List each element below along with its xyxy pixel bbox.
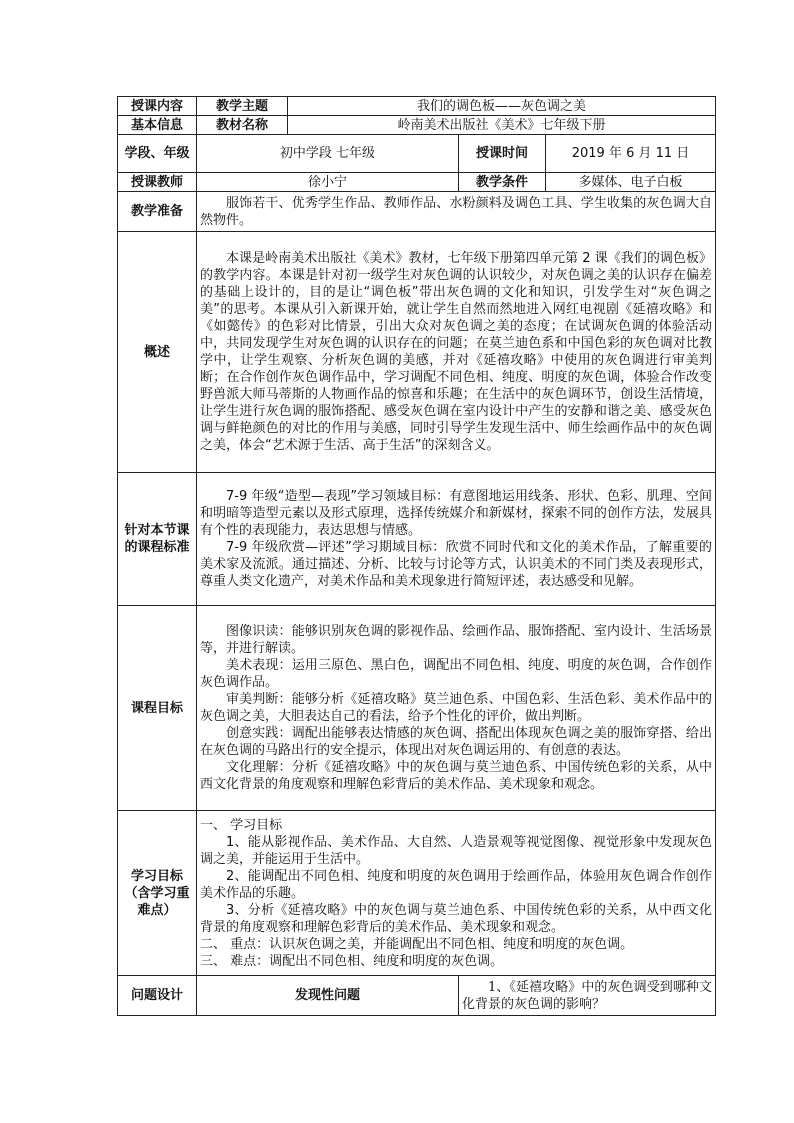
discovery-question-label: 发现性问题 [197, 976, 459, 1016]
goal-cultural-understanding: 文化理解：分析《延禧攻略》中的灰色调与莫兰迪色系、中国传统色彩的关系，从中西文化背景的角度观察和理解色彩背后的美术作品、美术现象和观念。 [200, 760, 712, 792]
difficult-point: 三、 难点：调配出不同色相、纯度和明度的灰色调。 [200, 953, 504, 969]
preparation-text: 服饰若干、优秀学生作品、教师作品、水粉颜料及调色工具、学生收集的灰色调大自然物件。 [200, 195, 712, 228]
basic-info-label-2: 基本信息 [118, 116, 197, 135]
row-textbook [118, 116, 716, 135]
goal-creative-practice: 创意实践：调配出能够表达情感的灰色调、搭配出体现灰色调之美的服饰穿搭、给出在灰色调的马路出行的安全提示，体现出对灰色调运用的、有创意的表达。 [200, 726, 712, 758]
learning-goal-1: 1、能从影视作品、美术作品、大自然、人造景观等视觉图像、视觉形象中发现灰色调之美，并能运用于生活中。 [200, 834, 712, 867]
row-learning-goals [118, 811, 716, 976]
basic-info-label-1: 授课内容 [118, 97, 197, 116]
row-problem-design [118, 976, 716, 1016]
row-teaching-topic [118, 97, 716, 116]
learning-goal-2: 2、能调配出不同色相、纯度和明度的灰色调用于绘画作品，体验用灰色调合作创作美术作品的乐趣。 [200, 868, 712, 901]
discovery-question-1: 1、《延禧攻略》中的灰色调受到哪种文化背景的灰色调的影响？ [462, 979, 712, 1012]
row-curriculum-standards [118, 473, 716, 606]
textbook-value: 岭南美术出版社《美术》七年级下册 [288, 116, 716, 135]
row-preparation [118, 192, 716, 232]
row-teacher [118, 173, 716, 192]
row-course-goals [118, 606, 716, 811]
conditions-value: 多媒体、电子白板 [546, 173, 716, 192]
learning-goals-label: 学习目标（含学习重难点） [118, 811, 197, 976]
row-overview [118, 232, 716, 473]
key-point: 二、 重点：认识灰色调之美，并能调配出不同色相、纯度和明度的灰色调。 [200, 936, 634, 952]
time-value: 2019 年 6 月 11 日 [546, 135, 716, 173]
topic-label: 教学主题 [197, 97, 288, 116]
row-grade-time [118, 135, 716, 173]
overview-text: 本课是岭南美术出版社《美术》教材，七年级下册第四单元第 2 课《我们的调色板》的教学内容。本课是针对初一级学生对灰色调的认识较少，对灰色调之美的认识存在偏差的基础上设计的，目的是让“调色板”带出灰色调的文化和知识，引发学生对“灰色调之美”的思考。本课从引入新课开始，就让学生自然而然地进入网红电视剧《延禧攻略》和《如懿传》的色彩对比情景，引出大众对灰色调之美的态度；在试调灰色调的体验活动中，共同发现学生对灰色调的认识存在的问题；在莫兰迪色系和中国色彩的灰色调对比教学中，让学生观察、分析灰色调的美感，并对《延禧攻略》中使用的灰色调进行审美判断；在合作创作灰色调作品中，学习调配不同色相、纯度、明度的灰色调，体验合作改变野兽派大师马蒂斯的人物画作品的惊喜和乐趣；在生活中的灰色调环节，创设生活情境，让学生进行灰色调的服饰搭配、感受灰色调在室内设计中产生的安静和谐之美、感受灰色调与鲜艳颜色的对比的作用与美感，同时引导学生发现生活中、师生绘画作品中的灰色调之美，体会“艺术源于生活、高于生活”的深刻含义。 [200, 251, 712, 453]
grade-value: 初中学段 七年级 [197, 135, 459, 173]
goal-aesthetic-judgment: 审美判断：能够分析《延禧攻略》莫兰迪色系、中国色彩、生活色彩、美术作品中的灰色调之美，大胆表达自己的看法，给予个性化的评价，做出判断。 [200, 692, 712, 724]
conditions-label: 教学条件 [459, 173, 546, 192]
standards-paragraph-1: 7-9 年级“造型—表现”学习领域目标：有意图地运用线条、形状、色彩、肌理、空间和明暗等造型元素以及形式原理，选择传统媒介和新媒材，探索不同的创作方法，发展具有个性的表现能力，表达思想与情感。 [200, 489, 712, 538]
learning-goals-heading: 一、 学习目标 [200, 817, 283, 833]
overview-label: 概述 [118, 232, 197, 473]
learning-goal-3: 3、分析《延禧攻略》中的灰色调与莫兰迪色系、中国传统色彩的关系，从中西文化背景的角度观察和理解色彩背后的美术作品、美术现象和观念。 [200, 902, 712, 935]
textbook-label: 教材名称 [197, 116, 288, 135]
teacher-label: 授课教师 [118, 173, 197, 192]
lesson-plan-table [117, 96, 716, 1016]
topic-value: 我们的调色板——灰色调之美 [288, 97, 716, 116]
problem-design-label: 问题设计 [118, 976, 197, 1016]
preparation-label: 教学准备 [118, 192, 197, 232]
grade-label: 学段、年级 [118, 135, 197, 173]
course-goals-label: 课程目标 [118, 606, 197, 811]
time-label: 授课时间 [459, 135, 546, 173]
standards-paragraph-2: 7-9 年级欣赏—评述”学习期域目标：欣赏不同时代和文化的美术作品，了解重要的美术家及流派。通过描述、分析、比较与讨论等方式，认识美术的不同门类及表现形式，尊重人类文化遗产，对美术作品和美术现象进行简短评述，表达感受和见解。 [200, 540, 712, 589]
goal-image-reading: 图像识读：能够识别灰色调的影视作品、绘画作品、服饰搭配、室内设计、生活场景等，并进行解读。 [200, 624, 712, 656]
standards-label: 针对本节课的课程标准 [118, 473, 197, 606]
goal-art-expression: 美术表现：运用三原色、黑白色，调配出不同色相、纯度、明度的灰色调，合作创作灰色调作品。 [200, 658, 712, 690]
teacher-value: 徐小宁 [197, 173, 459, 192]
